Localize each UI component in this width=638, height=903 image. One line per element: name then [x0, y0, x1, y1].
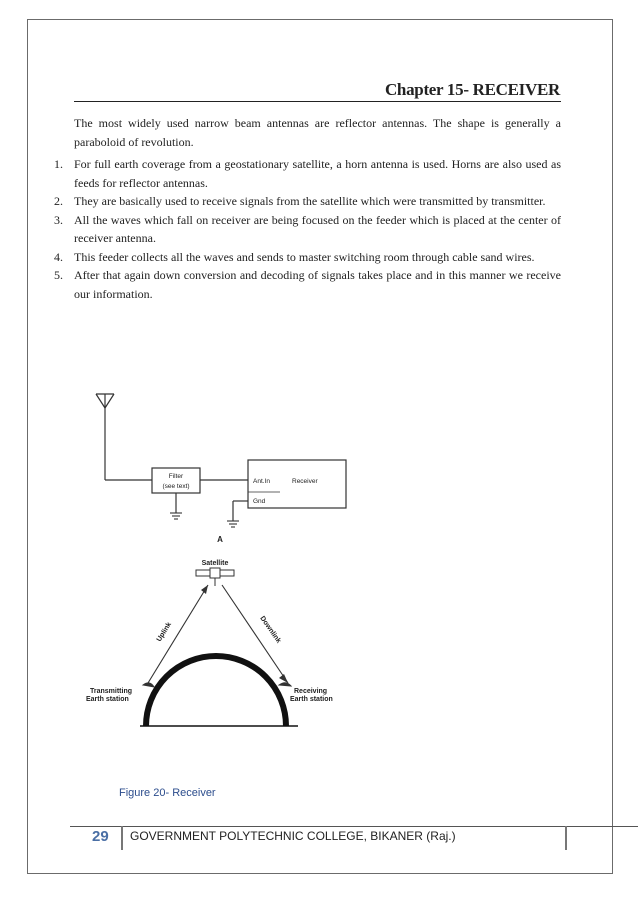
antenna-icon	[96, 394, 114, 408]
list-item	[54, 266, 561, 303]
downlink-arrow-icon	[279, 674, 288, 683]
list-number: 4.	[54, 249, 63, 264]
receiving-dish-icon	[279, 683, 291, 686]
earth-dome	[146, 656, 286, 726]
numbered-list	[54, 155, 561, 303]
list-text: This feeder collects all the waves and sends to master switching room through cable sand wires.	[74, 249, 535, 264]
figure-caption: Figure 20- Receiver	[119, 787, 216, 799]
transmitting-dish-icon	[143, 683, 154, 687]
receiving-label: Receiving	[294, 688, 328, 695]
link-lines	[148, 585, 288, 683]
footer-divider-right	[565, 826, 567, 850]
list-item	[54, 192, 561, 211]
uplink-arrow-icon	[201, 585, 208, 594]
list-text: After that again down conversion and decoding of signals takes place and in this manner we receive our information.	[74, 268, 561, 301]
filter-sublabel: (see text)	[162, 483, 190, 490]
list-item	[54, 211, 561, 248]
list-number: 5.	[54, 268, 63, 282]
ant-in-label: Ant.In	[253, 478, 270, 485]
receiver-label: Receiver	[292, 478, 318, 485]
list-number: 3.	[54, 212, 63, 227]
receiving-sublabel: Earth station	[290, 696, 333, 703]
list-text: They are basically used to receive signals from the satellite which were transmitted by transmitter.	[74, 194, 546, 208]
chapter-title: Chapter 15- RECEIVER	[384, 80, 560, 99]
footer-institution: GOVERNMENT POLYTECHNIC COLLEGE, BIKANER (Raj.)	[130, 829, 456, 843]
filter-label: Filter	[168, 473, 184, 480]
ground-icon	[227, 521, 239, 527]
receiver-figure	[70, 380, 370, 760]
list-item	[54, 155, 561, 192]
footer-divider	[121, 826, 123, 850]
gnd-label: Gnd	[253, 498, 266, 505]
downlink-label: Downlink	[258, 615, 282, 645]
list-number: 2.	[54, 194, 63, 208]
title-rule	[74, 101, 561, 102]
page-number: 29	[92, 828, 109, 845]
intro-paragraph: The most widely used narrow beam antennas are reflector antennas. The shape is generally a paraboloid of revolution.	[74, 116, 561, 149]
satellite-icon	[196, 568, 234, 586]
list-text: For full earth coverage from a geostationary satellite, a horn antenna is used. Horns are also used as feeds for reflector antennas.	[74, 157, 561, 190]
panel-label-a: A	[217, 535, 223, 544]
body-text	[54, 114, 561, 303]
list-item	[54, 248, 561, 267]
uplink-label: Uplink	[155, 621, 174, 644]
satellite-label: Satellite	[201, 560, 229, 567]
circuit-wires	[105, 408, 248, 521]
transmitting-label: Transmitting	[90, 688, 133, 695]
list-number: 1.	[54, 157, 63, 171]
footer-rule	[70, 826, 638, 827]
transmitting-sublabel: Earth station	[86, 696, 129, 703]
ground-icon	[170, 513, 182, 519]
list-text: All the waves which fall on receiver are being focused on the feeder which is placed at the center of receiver antenna.	[74, 212, 561, 245]
